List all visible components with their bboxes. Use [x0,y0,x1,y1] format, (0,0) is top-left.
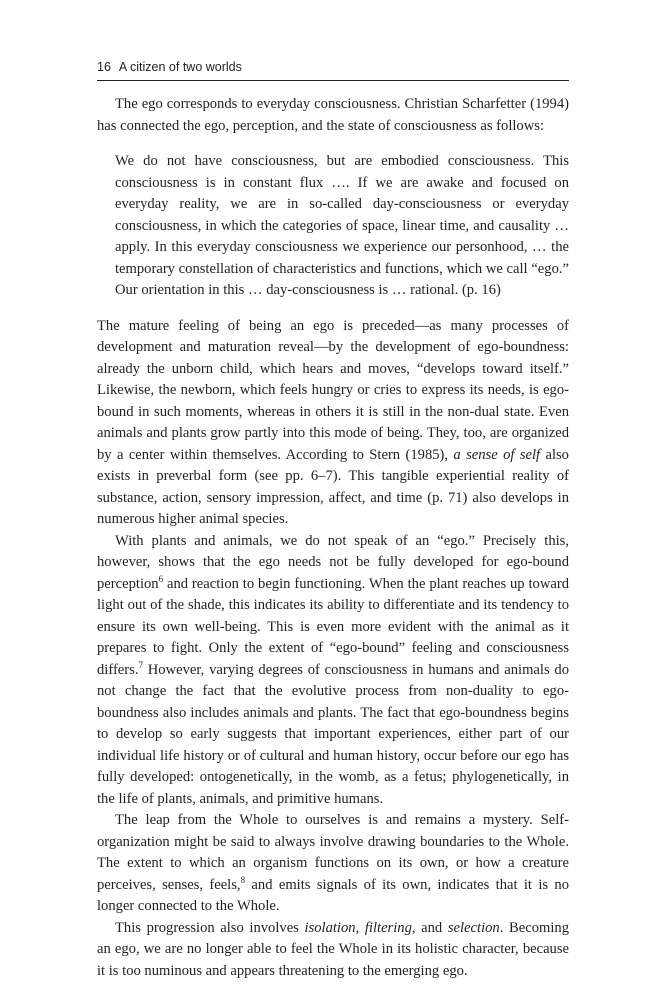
text-run: and reaction to begin functioning. When the plant reaches up toward light out of the shade, this indicates its ability to differentiate and its tendency to ensure its own well-being. This is even more evident with the animal as it prepares to fight. Only the extent of “ego-bound” feeling and consciousness differs. [97,575,569,678]
text-run: also exists in preverbal form (see pp. 6–7). This tangible experiential reality of substance, action, sensory impression, affect, and time (p. 71) also develops in numerous higher animal species. [97,446,569,527]
emphasis-filtering: filtering [364,919,412,936]
footnote-marker[interactable]: 6 [158,573,164,584]
emphasis-selection: selection [447,919,500,936]
running-title: A citizen of two worlds [118,60,242,74]
text-run: The mature feeling of being an ego is preceded—as many processes of development and maturation reveal—by the development of ego-boundness: already the unborn child, which hears and moves, “develops toward itself.” Likewise, the newborn, which feels hungry or cries to express its needs, is ego-bound in such moments, whereas in others it is still in the non-dual state. Even animals and plants grow partly into this mode of being. They, too, are organized by a center within themselves. According to Stern (1985), [97,317,569,463]
text-run: With plants and animals, we do not speak of an “ego.” Precisely this, however, shows that the ego needs not be fully developed for ego-bound perception [97,532,569,592]
emphasis-isolation: isolation [304,919,356,936]
text-run: The leap from the Whole to ourselves is and remains a mystery. Self-organization might be said to always involve drawing boundaries to the Whole. The extent to which an organism functions on its own, or how a creature perceives, senses, feels, [97,812,569,893]
footnote-marker[interactable]: 8 [240,874,246,885]
text-run: However, varying degrees of consciousness in humans and animals do not change the fact that the evolutive process from non-duality to ego-boundness also includes animals and plants. The fact that ego-boundness begins to develop so early suggests that important experiences, either part of our individual life history or of cultural and human history, occur before our ego has fully developed: ontogenetically, in the womb, as a fetus; phylogenetically, in the life of plants, animals, and primitive humans. [97,661,569,807]
text-run: and emits signals of its own, indicates that it is no longer connected to the Whole. [97,876,569,914]
emphasis-sense-of-self: a sense of self [453,446,541,463]
paragraph-ego-boundness [97,316,569,531]
body-text [97,94,569,982]
text-run: . Becoming an ego, we are no longer able to feel the Whole in its holistic character, because it is too numinous and appears threatening to the emerging ego. [97,919,569,979]
footnote-marker[interactable]: 7 [138,659,143,670]
text-run: , [355,919,365,936]
paragraph-leap-from-whole [97,810,569,918]
paragraph-plants-animals [97,531,569,811]
paragraph-intro: The ego corresponds to everyday consciousness. Christian Scharfetter (1994) has connected the ego, perception, and the state of consciousness as follows: [97,96,569,134]
page-number: 16 [97,60,111,74]
text-run: This progression also involves [115,919,305,936]
paragraph-progression [97,918,569,983]
text-run: , and [411,919,448,936]
block-quote: We do not have consciousness, but are embodied consciousness. This consciousness is in constant flux …. If we are awake and focused on everyday reality, we are in so-called day-consciousness or everyday consciousness, in which the categories of space, linear time, and causality … apply. In this everyday consciousness we experience our personhood, … the temporary constellation of characteristics and functions, which we call “ego.” Our orientation in this … day-consciousness is … rational. (p. 16) [115,153,569,298]
running-header [97,60,569,81]
